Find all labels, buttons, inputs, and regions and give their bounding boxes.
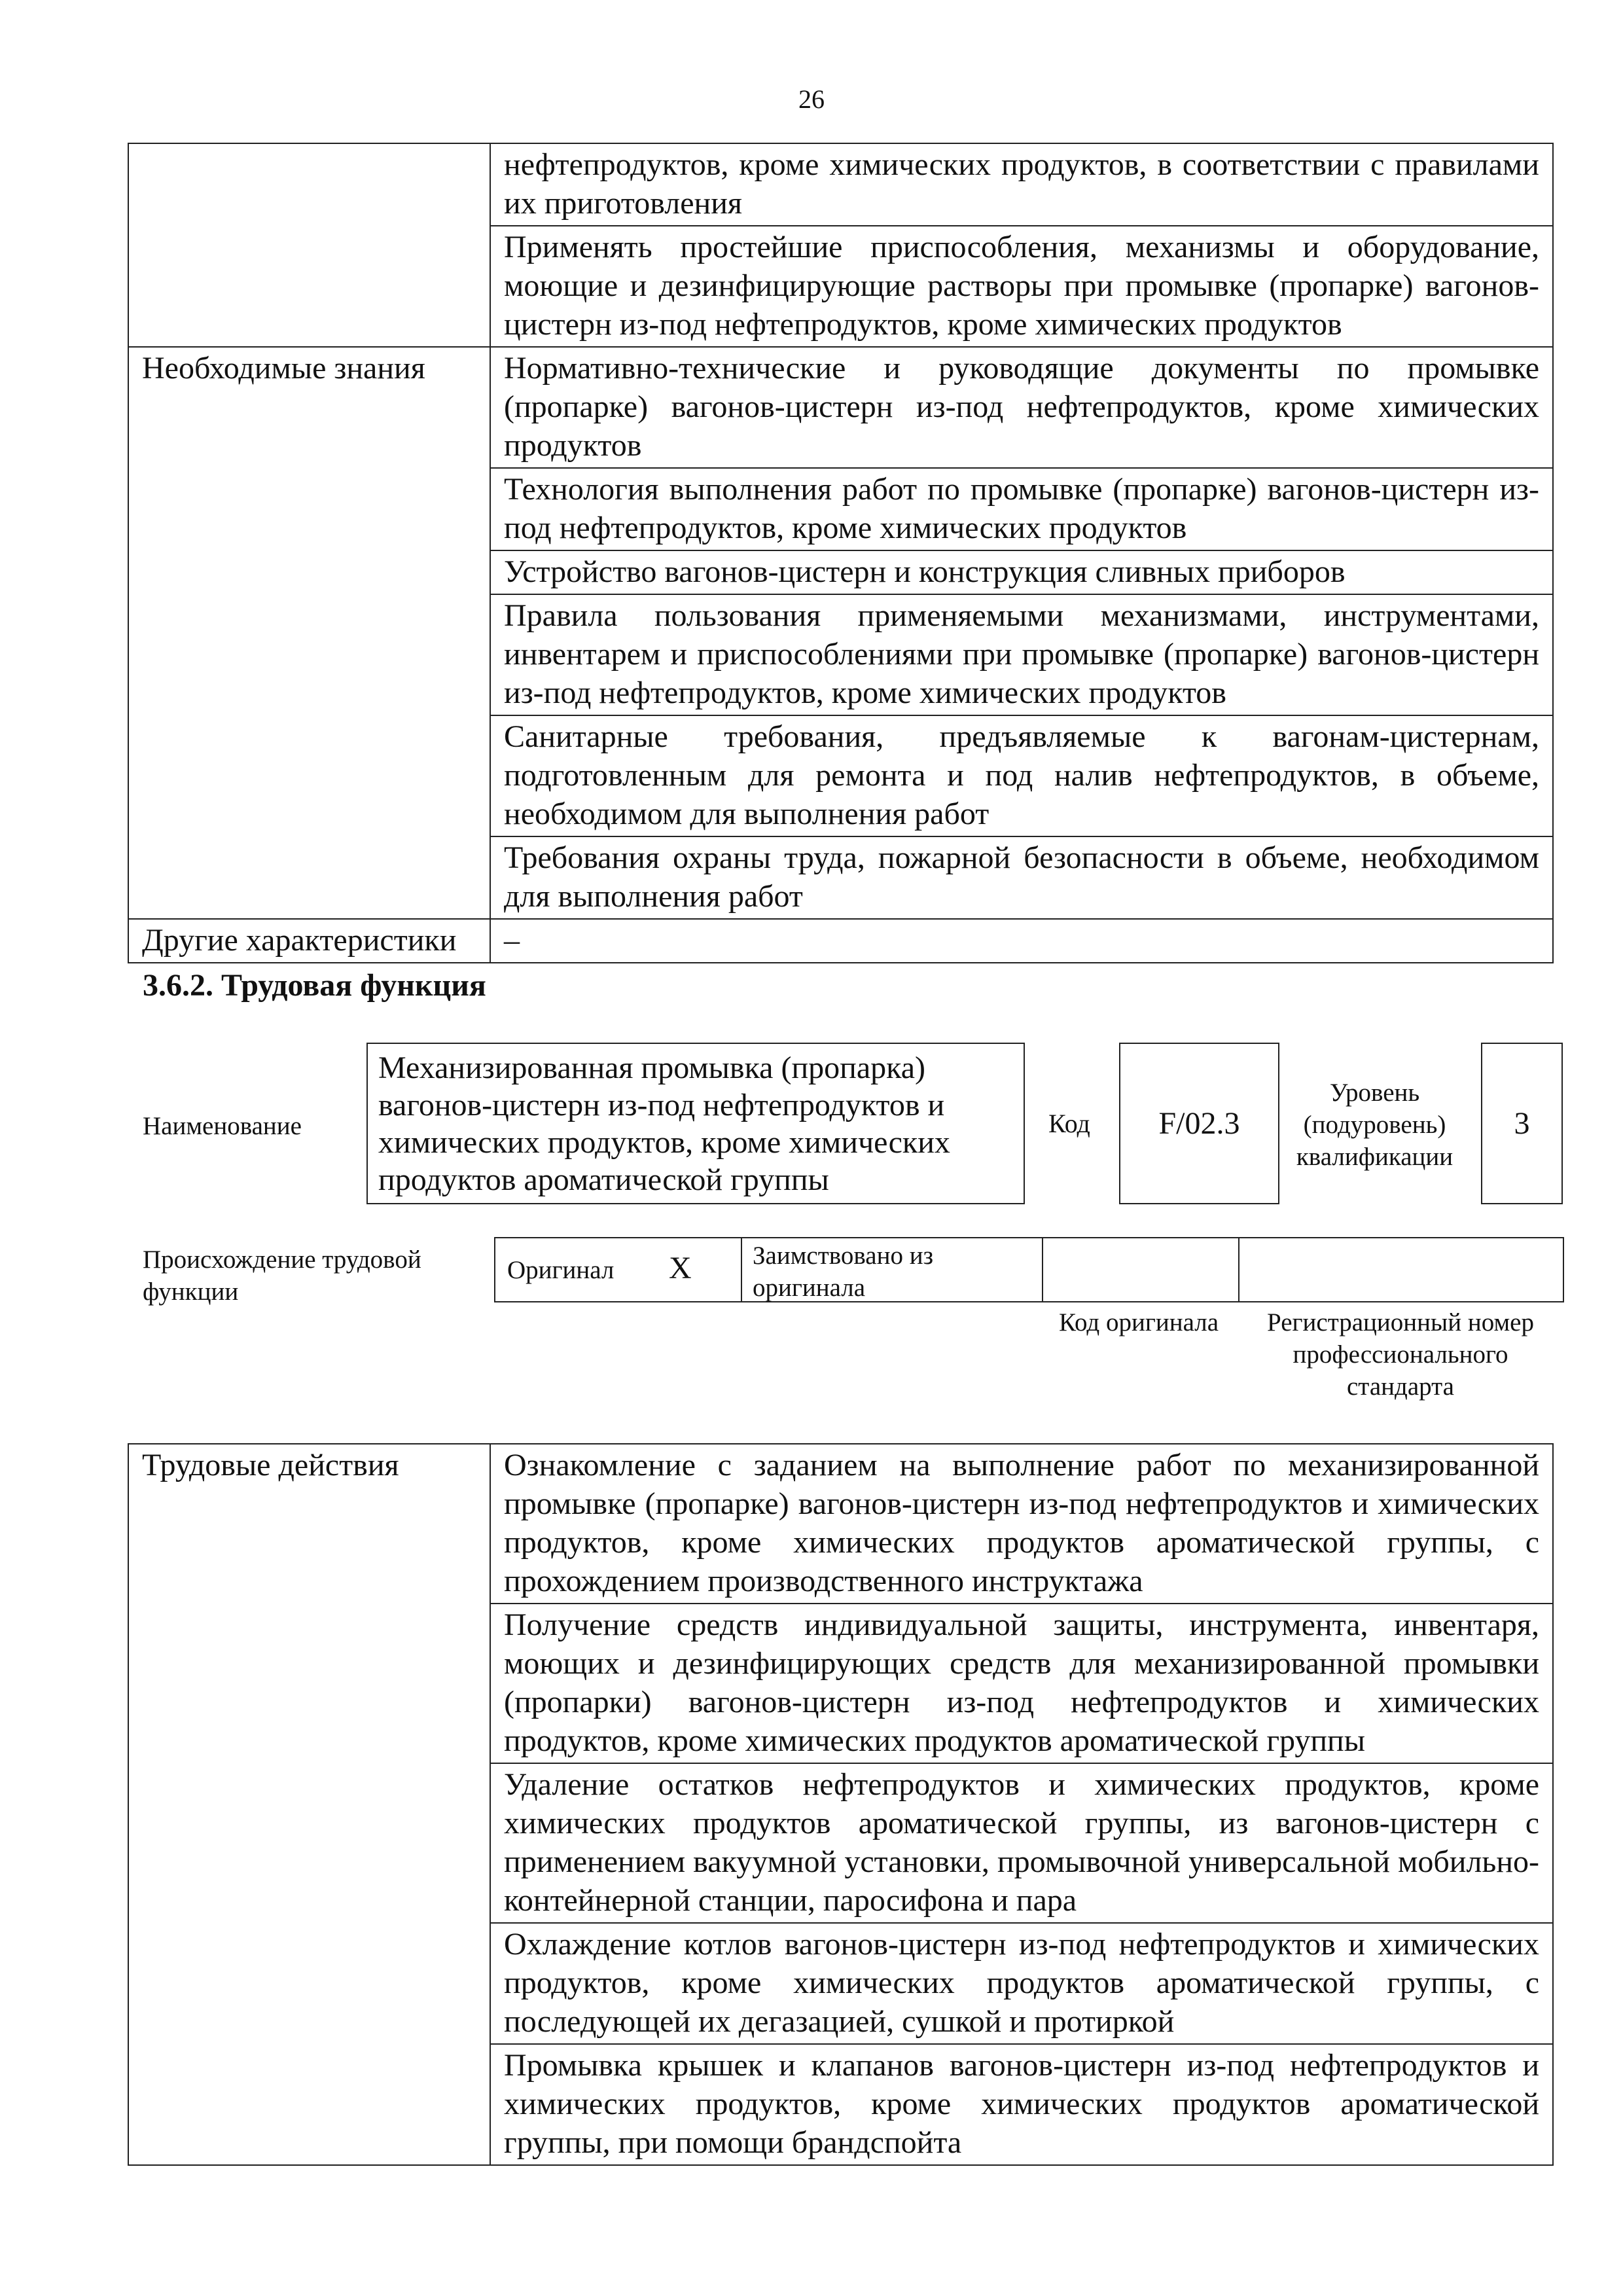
labor-actions-table [128,1443,1554,2166]
table-row [128,919,1553,963]
requirements-table [128,143,1554,963]
original-mark: X [669,1251,692,1285]
row-label: Необходимые знания [128,347,490,919]
code-value-box: F/02.3 [1119,1043,1279,1204]
table-row [128,347,1553,468]
origin-label: Происхождение трудовой функции [143,1246,421,1306]
table-row [128,143,1553,226]
origin-row [494,1237,1564,1302]
row-label: Другие характеристики [128,919,490,963]
table-cell: Правила пользования применяемыми механизмами, инструментами, инвентарем и приспособлениями при промывке (пропарке) вагонов-цистерн из-под нефтепродуктов, кроме химических продуктов [490,594,1553,715]
table-cell: Нормативно-технические и руководящие документы по промывке (пропарке) вагонов-цистерн из-под нефтепродуктов, кроме химических продуктов [490,347,1553,468]
code-label: Код [1048,1109,1090,1138]
function-name-box: Механизированная промывка (пропарка) вагонов-цистерн из-под нефтепродуктов и химических продуктов, кроме химических продуктов ароматической группы [366,1043,1025,1204]
borrowed-cell [741,1238,1042,1301]
table-cell: – [490,919,1553,963]
table-cell: Промывка крышек и клапанов вагонов-цистерн из-под нефтепродуктов и химических продуктов, кроме химических продуктов ароматической группы, при помощи брандспойта [490,2044,1553,2165]
table-cell: нефтепродуктов, кроме химических продуктов, в соответствии с правилами их приготовления [490,143,1553,226]
row-label: Трудовые действия [128,1444,490,2165]
original-code-cell [1042,1238,1238,1301]
original-label: Оригинал [507,1256,615,1284]
row-label [128,143,490,226]
table-cell: Санитарные требования, предъявляемые к вагонам-цистернам, подготовленным для ремонта и под налив нефтепродуктов, в объеме, необходимом для выполнения работ [490,715,1553,836]
table-cell: Применять простейшие приспособления, механизмы и оборудование, моющие и дезинфицирующие растворы при промывке (пропарке) вагонов-цистерн из-под нефтепродуктов, кроме химических продуктов [490,226,1553,347]
name-label: Наименование [143,1112,302,1140]
reg-number-cell [1238,1238,1565,1301]
row-label-empty [128,226,490,347]
table-cell: Устройство вагонов-цистерн и конструкция сливных приборов [490,550,1553,594]
reg-number-label: Регистрационный номер профессионального стандарта [1267,1308,1534,1401]
table-cell: Удаление остатков нефтепродуктов и химических продуктов, кроме химических продуктов ароматической группы, из вагонов-цистерн с применением вакуумной установки, промывочной универсальной мобильно-контейнерной станции, паросифона и пара [490,1763,1553,1923]
table-cell: Ознакомление с заданием на выполнение работ по механизированной промывке (пропарке) вагонов-цистерн из-под нефтепродуктов и химических продуктов, кроме химических продуктов ароматической группы, с прохождением производственного инструктажа [490,1444,1553,1604]
table-row [128,226,1553,347]
qualification-level-label: Уровень (подуровень) квалификации [1296,1079,1454,1171]
table-row [128,1444,1553,1604]
table-cell: Получение средств индивидуальной защиты, инструмента, инвентаря, моющих и дезинфицирующих средств для механизированной промывки (пропарки) вагонов-цистерн из-под нефтепродуктов и химических продуктов, кроме химических продуктов ароматической группы [490,1604,1553,1763]
borrowed-label: Заимствовано из оригинала [753,1242,934,1302]
qualification-level-box: 3 [1481,1043,1563,1204]
section-heading: 3.6.2. Трудовая функция [143,968,486,1003]
table-cell: Технология выполнения работ по промывке (пропарке) вагонов-цистерн из-под нефтепродуктов, кроме химических продуктов [490,468,1553,550]
table-cell: Охлаждение котлов вагонов-цистерн из-под нефтепродуктов и химических продуктов, кроме химических продуктов ароматической группы, с последующей их дегазацией, сушкой и протиркой [490,1923,1553,2044]
page-number: 26 [798,84,825,114]
table-cell: Требования охраны труда, пожарной безопасности в объеме, необходимом для выполнения работ [490,836,1553,919]
code-original-label: Код оригинала [1058,1308,1219,1336]
